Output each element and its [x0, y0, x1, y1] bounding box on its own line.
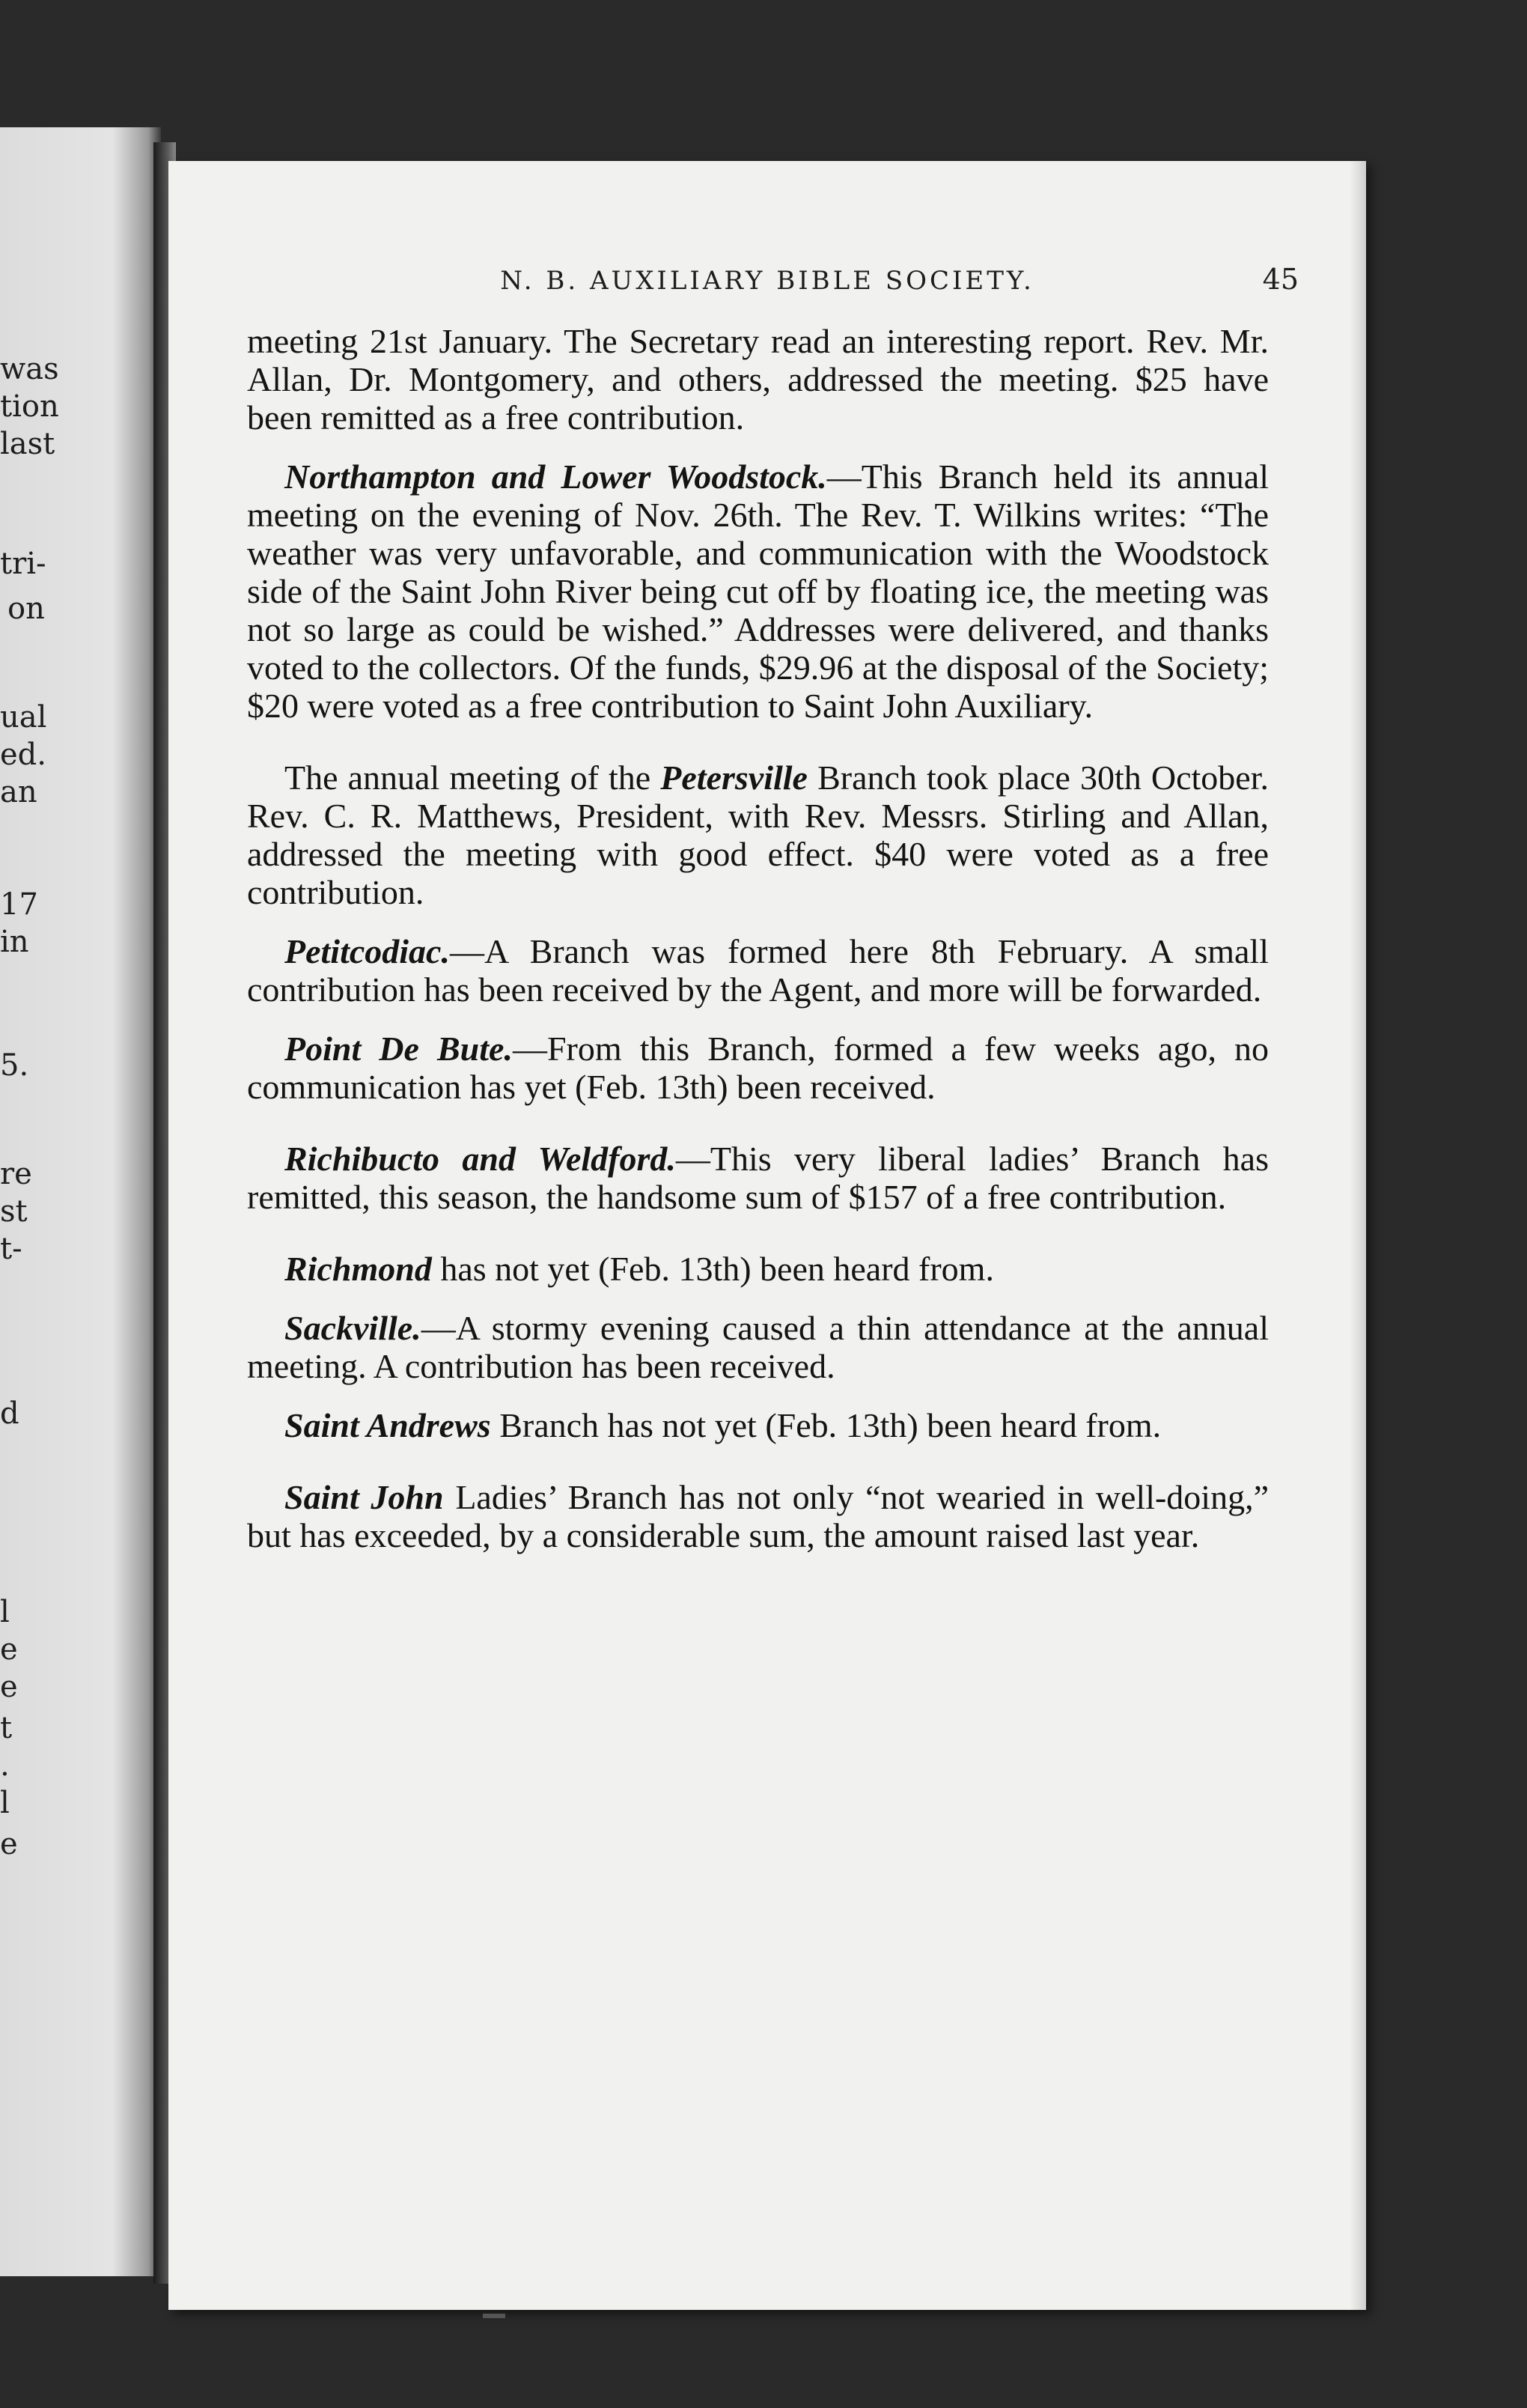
branch-name: Richmond	[284, 1250, 432, 1288]
left-text-fragment: was	[0, 352, 59, 386]
left-text-fragment: tri-	[0, 547, 46, 581]
paragraph-text: —From this Branch, formed a few weeks ago, no communication has yet (Feb. 13th) been received.	[247, 1030, 1269, 1106]
paragraph-text-pre: The annual meeting of the	[284, 758, 661, 797]
branch-name: Saint Andrews	[284, 1406, 491, 1444]
left-text-fragment: in	[0, 925, 29, 959]
paragraph-text: Ladies’ Branch has not only “not wearied in well-doing,” but has exceeded, by a considerable sum, the amount raised last year.	[247, 1478, 1269, 1554]
page-number: 45	[1262, 263, 1299, 296]
paragraph-richibucto	[247, 1140, 1269, 1216]
branch-name: Sackville.	[284, 1309, 421, 1347]
branch-name: Saint John	[284, 1478, 444, 1516]
left-text-fragment: on	[7, 592, 45, 626]
paragraph-petitcodiac	[247, 932, 1269, 1009]
left-text-fragment: e	[0, 1632, 18, 1667]
left-text-fragment: t	[0, 1711, 13, 1745]
branch-name: Richibucto and Weldford.	[284, 1140, 676, 1178]
page-body	[247, 322, 1269, 1588]
branch-name: Point De Bute.	[284, 1030, 513, 1068]
paragraph-text-post: Branch took place 30th October. Rev. C. R. Matthews, President, with Rev. Messrs. Stirling and Allan, addressed the meeting with good effect. $40 were voted as a free contribution.	[247, 758, 1269, 911]
book-page	[168, 161, 1366, 2310]
paragraph-richmond	[247, 1250, 1269, 1288]
left-text-fragment: l	[0, 1595, 10, 1629]
left-text-fragment: st	[0, 1194, 28, 1229]
paragraph-text: Branch has not yet (Feb. 13th) been heard from.	[490, 1406, 1162, 1444]
paragraph-text: —A Branch was formed here 8th February. A small contribution has been received by the Agent, and more will be forwarded.	[247, 932, 1269, 1009]
left-text-fragment: .	[0, 1748, 10, 1783]
left-text-fragment: e	[0, 1670, 18, 1704]
left-text-fragment: an	[0, 775, 37, 809]
left-text-fragment: l	[0, 1786, 10, 1820]
left-text-fragment: d	[0, 1396, 19, 1431]
paragraph-northampton	[247, 457, 1269, 725]
paragraph-point-de-bute	[247, 1030, 1269, 1106]
paragraph-petersville	[247, 758, 1269, 911]
paragraph-saint-andrews	[247, 1406, 1269, 1444]
paragraph-text: —A stormy evening caused a thin attendance at the annual meeting. A contribution has been received.	[247, 1309, 1269, 1385]
left-text-fragment: last	[0, 427, 55, 461]
paragraph-saint-john	[247, 1478, 1269, 1554]
branch-name: Petitcodiac.	[284, 932, 450, 970]
paragraph-text: —This very liberal ladies’ Branch has remitted, this season, the handsome sum of $157 of a free contribution.	[247, 1140, 1269, 1216]
left-text-fragment: 17	[0, 887, 38, 922]
branch-name: Northampton and Lower Woodstock.	[284, 457, 827, 496]
left-text-fragment: ual	[0, 700, 47, 735]
left-text-fragment: tion	[0, 389, 59, 424]
paragraph-continuation	[247, 322, 1269, 437]
left-text-fragment: e	[0, 1827, 18, 1861]
paragraph-text: —This Branch held its annual meeting on the evening of Nov. 26th. The Rev. T. Wilkins writes: “The weather was very unfavorable, and communication with the Woodstock side of the Saint John River being cut off by floating ice, the meeting was not so large as could be wished.” Addresses were delivered, and thanks voted to the collectors. Of the funds, $29.96 at the disposal of the Society; $20 were voted as a free contribution to Saint John Auxiliary.	[247, 457, 1269, 725]
paragraph-sackville	[247, 1309, 1269, 1385]
facing-page-fragment	[0, 127, 161, 2276]
left-text-fragment: re	[0, 1157, 32, 1191]
left-text-fragment: 5.	[0, 1048, 29, 1083]
left-text-fragment: t-	[0, 1232, 22, 1266]
paragraph-text: meeting 21st January. The Secretary read an interesting report. Rev. Mr. Allan, Dr. Montgomery, and others, addressed the meeting. $25 have been remitted as a free contribution.	[247, 322, 1269, 437]
branch-name: Petersville	[660, 758, 808, 797]
running-head: N. B. AUXILIARY BIBLE SOCIETY.	[500, 266, 1034, 296]
paragraph-text: has not yet (Feb. 13th) been heard from.	[431, 1250, 994, 1288]
printer-mark	[483, 2314, 505, 2318]
left-text-fragment: ed.	[0, 738, 46, 772]
page-edge	[1350, 161, 1366, 2310]
